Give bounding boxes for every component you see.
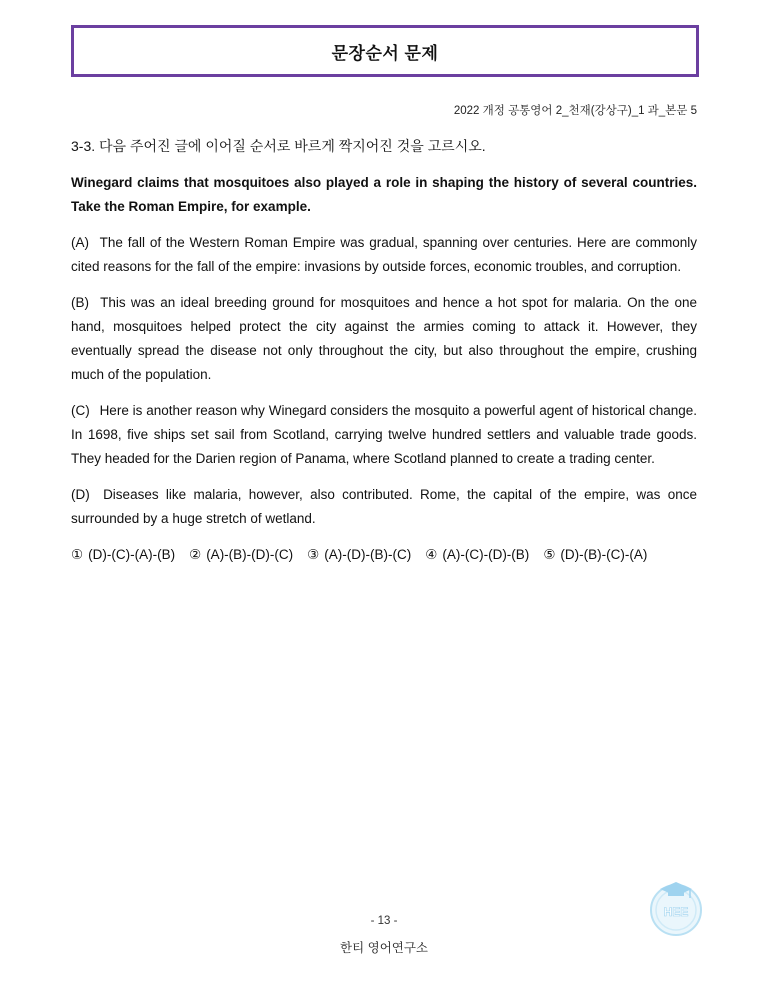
passage-content [71, 171, 697, 567]
hee-logo [646, 876, 706, 938]
title-box [71, 25, 699, 77]
choice-number: ② [189, 547, 202, 562]
paragraph-a [71, 231, 697, 279]
logo-text: HEE [663, 905, 689, 919]
paragraph-text: The fall of the Western Roman Empire was gradual, spanning over centuries. Here are commonly cited reasons for the fall of the empire: invasions by outside forces, economic troubles, and corruption. [71, 235, 697, 274]
choice-text: (A)-(B)-(D)-(C) [206, 547, 294, 562]
choice-text: (A)-(D)-(B)-(C) [324, 547, 412, 562]
choice-number: ① [71, 547, 84, 562]
choice-number: ④ [425, 547, 438, 562]
paragraph-b [71, 291, 697, 387]
choice-4[interactable] [425, 543, 529, 567]
paragraph-tag: (D) [71, 487, 90, 502]
choice-number: ⑤ [543, 547, 556, 562]
footer-organization: 한티 영어연구소 [340, 941, 428, 955]
choice-2[interactable] [189, 543, 293, 567]
paragraph-text: Here is another reason why Winegard considers the mosquito a powerful agent of historical change. In 1698, five ships set sail from Scotland, carrying twelve hundred settlers and valuable trade goods. They headed for the Darien region of Panama, where Scotland planned to create a trading center. [71, 403, 697, 466]
paragraph-tag: (A) [71, 235, 89, 250]
paragraph-tag: (C) [71, 403, 90, 418]
choice-text: (D)-(B)-(C)-(A) [560, 547, 648, 562]
source-label: 2022 개정 공통영어 2_천재(강상구)_1 과_본문 5 [453, 105, 697, 117]
question-text: 3-3. 다음 주어진 글에 이어질 순서로 바르게 짝지어진 것을 고르시오. [71, 138, 486, 154]
paragraph-d [71, 483, 697, 531]
choice-number: ③ [307, 547, 320, 562]
paragraph-tag: (B) [71, 295, 89, 310]
paragraph-text: This was an ideal breeding ground for mosquitoes and hence a hot spot for malaria. On the one hand, mosquitoes helped protect the city against the armies coming to attack it. However, they eventually spread the disease not only throughout the city, but also throughout the empire, crushing much of the population. [71, 295, 697, 382]
choice-1[interactable] [71, 543, 175, 567]
paragraph-c [71, 399, 697, 471]
paragraph-text: Diseases like malaria, however, also contributed. Rome, the capital of the empire, was once surrounded by a huge stretch of wetland. [71, 487, 697, 526]
choice-5[interactable] [543, 543, 647, 567]
answer-choices [71, 543, 697, 567]
page-title: 문장순서 문제 [331, 43, 439, 63]
page-number: - 13 - [370, 915, 398, 927]
intro-text: Winegard claims that mosquitoes also played a role in shaping the history of several countries. Take the Roman Empire, for example. [71, 175, 697, 214]
choice-text: (D)-(C)-(A)-(B) [88, 547, 176, 562]
choice-text: (A)-(C)-(D)-(B) [442, 547, 530, 562]
choice-3[interactable] [307, 543, 411, 567]
